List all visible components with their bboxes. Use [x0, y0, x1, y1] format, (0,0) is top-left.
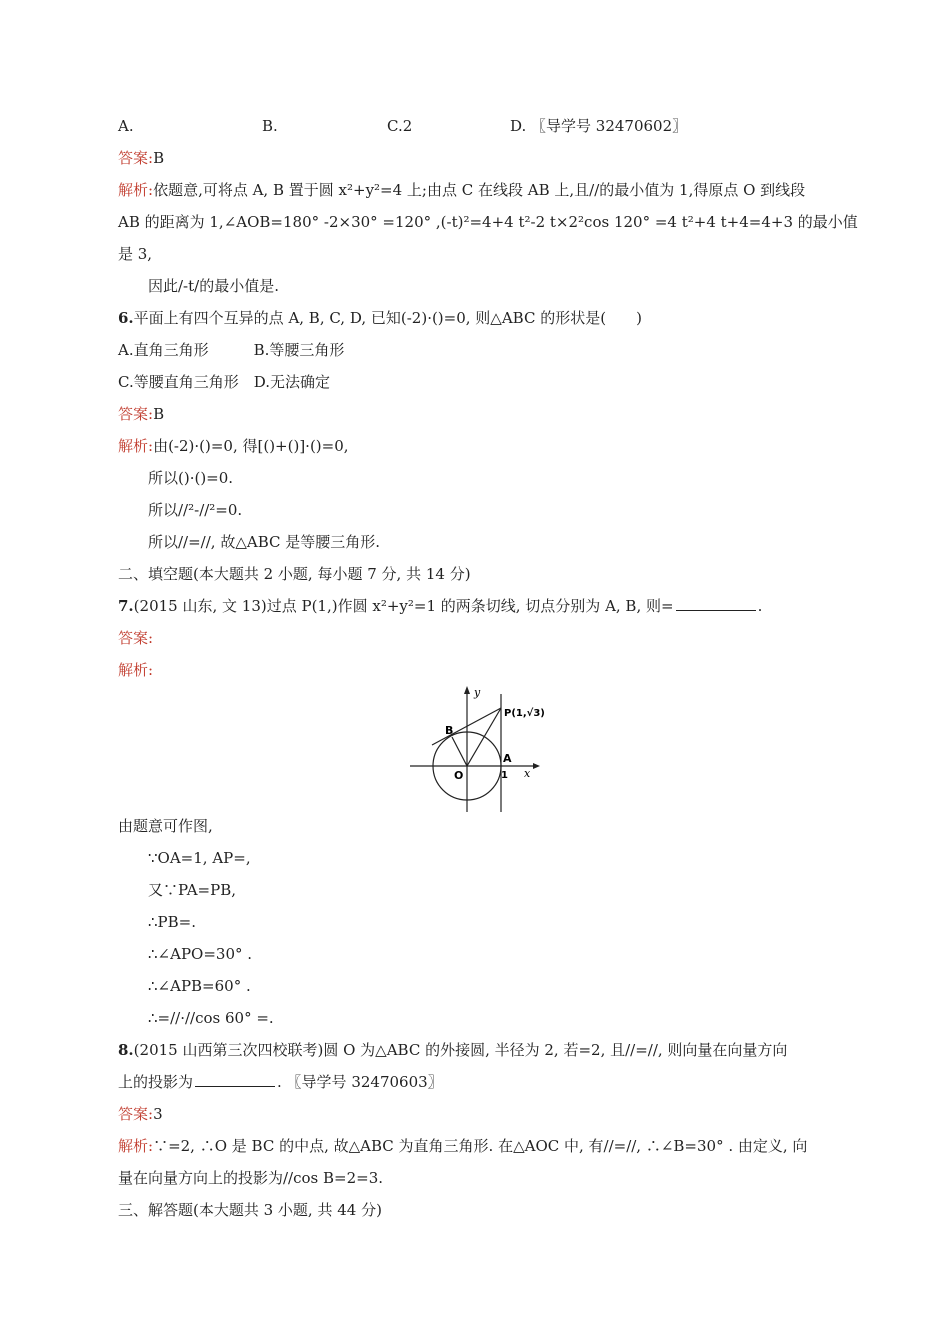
q7-step-2: 又∵PA=PB, [148, 881, 237, 899]
option-b: B. [262, 117, 278, 135]
q6-analysis-line-3: 所以//²-//²=0. [148, 501, 243, 519]
q8-stem-2 [118, 1072, 443, 1092]
analysis-text: 依题意,可将点 A, B 置于圆 x²+y²=4 上;由点 C 在线段 AB 上,且//的最小值为 1,得原点 O 到线段 [153, 181, 806, 199]
q5-analysis-line-4: 因此/-t/的最小值是. [148, 277, 279, 295]
y-axis-arrow [464, 686, 470, 694]
q5-analysis-line-3: 是 3, [118, 245, 153, 263]
q6-answer [118, 404, 164, 424]
q7-step-3: ∴PB=. [148, 913, 196, 931]
answer-value: B [153, 149, 165, 167]
q7-step-4: ∴∠APO=30° . [148, 945, 253, 963]
q6-options-2: C.等腰直角三角形 D.无法确定 [118, 373, 330, 391]
q7-analysis-label: 解析: [118, 661, 154, 679]
section-3-heading: 三、解答题(本大题共 3 小题, 共 44 分) [118, 1201, 382, 1219]
q6-options-1: A.直角三角形 B.等腰三角形 [118, 341, 345, 359]
label-b: B [445, 724, 454, 737]
q7-step-6: ∴=//·//cos 60° =. [148, 1009, 274, 1027]
question-text-end: . 〖导学号 32470603〗 [277, 1073, 443, 1091]
label-one: 1 [501, 770, 508, 781]
question-text: 平面上有四个互异的点 A, B, C, D, 已知(-2)·()=0, 则△ABC 的形状是( ) [133, 309, 642, 327]
label-o: O [454, 769, 464, 782]
label-y: y [474, 686, 481, 699]
x-axis-arrow [533, 763, 540, 769]
answer-blank [676, 596, 756, 611]
question-number: 6. [118, 309, 134, 327]
analysis-text: ∵=2, ∴O 是 BC 的中点, 故△ABC 为直角三角形. 在△AOC 中, 有//=//, ∴∠B=30° . 由定义, 向 [153, 1137, 808, 1155]
label-x: x [524, 767, 531, 780]
q5-analysis-line-1 [118, 180, 805, 200]
q5-analysis-line-2: AB 的距离为 1,∠AOB=180° -2×30° =120° ,(-t)²=4+4 t²-2 t×2²cos 120° =4 t²+4 t+4=4+3 的最小值 [118, 213, 858, 231]
analysis-label: 解析: [118, 181, 154, 199]
q8-stem-1 [118, 1040, 787, 1060]
q6-analysis-line-2: 所以()·()=0. [148, 469, 234, 487]
option-d: D. 〖导学号 32470602〗 [510, 117, 688, 135]
label-a: A [503, 752, 512, 765]
q7-stem [118, 596, 762, 616]
q8-analysis-line-2: 量在向量方向上的投影为//cos B=2=3. [118, 1169, 384, 1187]
q6-stem [118, 308, 642, 328]
answer-blank [195, 1072, 275, 1087]
q8-answer [118, 1104, 163, 1124]
question-number: 7. [118, 597, 134, 615]
q5-answer [118, 148, 164, 168]
answer-value: B [153, 405, 165, 423]
question-text: (2015 山西第三次四校联考)圆 O 为△ABC 的外接圆, 半径为 2, 若=2, 且//=//, 则向量在向量方向 [133, 1041, 788, 1059]
option-c: C.2 [387, 117, 413, 135]
analysis-label: 解析: [118, 1137, 154, 1155]
q7-step-1: ∵OA=1, AP=, [148, 849, 251, 867]
answer-label: 答案: [118, 1105, 154, 1123]
question-text: 上的投影为 [118, 1073, 194, 1091]
tangent-circle-figure [408, 682, 548, 814]
section-2-heading: 二、填空题(本大题共 2 小题, 每小题 7 分, 共 14 分) [118, 565, 471, 583]
q7-explain: 由题意可作图, [118, 817, 213, 835]
q6-analysis-line-4: 所以//=//, 故△ABC 是等腰三角形. [148, 533, 381, 551]
option-a: A. [118, 117, 134, 135]
analysis-text: 由(-2)·()=0, 得[()+()]·()=0, [153, 437, 349, 455]
question-text-end: . [757, 597, 763, 615]
q8-analysis-line-1 [118, 1136, 807, 1156]
question-text: (2015 山东, 文 13)过点 P(1,)作圆 x²+y²=1 的两条切线, 切点分别为 A, B, 则= [133, 597, 674, 615]
answer-label: 答案: [118, 149, 154, 167]
q7-answer-label: 答案: [118, 629, 154, 647]
answer-label: 答案: [118, 405, 154, 423]
label-p: P(1,√3) [504, 708, 545, 719]
question-number: 8. [118, 1041, 134, 1059]
q6-analysis-line-1 [118, 436, 349, 456]
answer-value: 3 [153, 1105, 163, 1123]
analysis-label: 解析: [118, 437, 154, 455]
segment-ob [452, 737, 467, 766]
q7-step-5: ∴∠APB=60° . [148, 977, 251, 995]
